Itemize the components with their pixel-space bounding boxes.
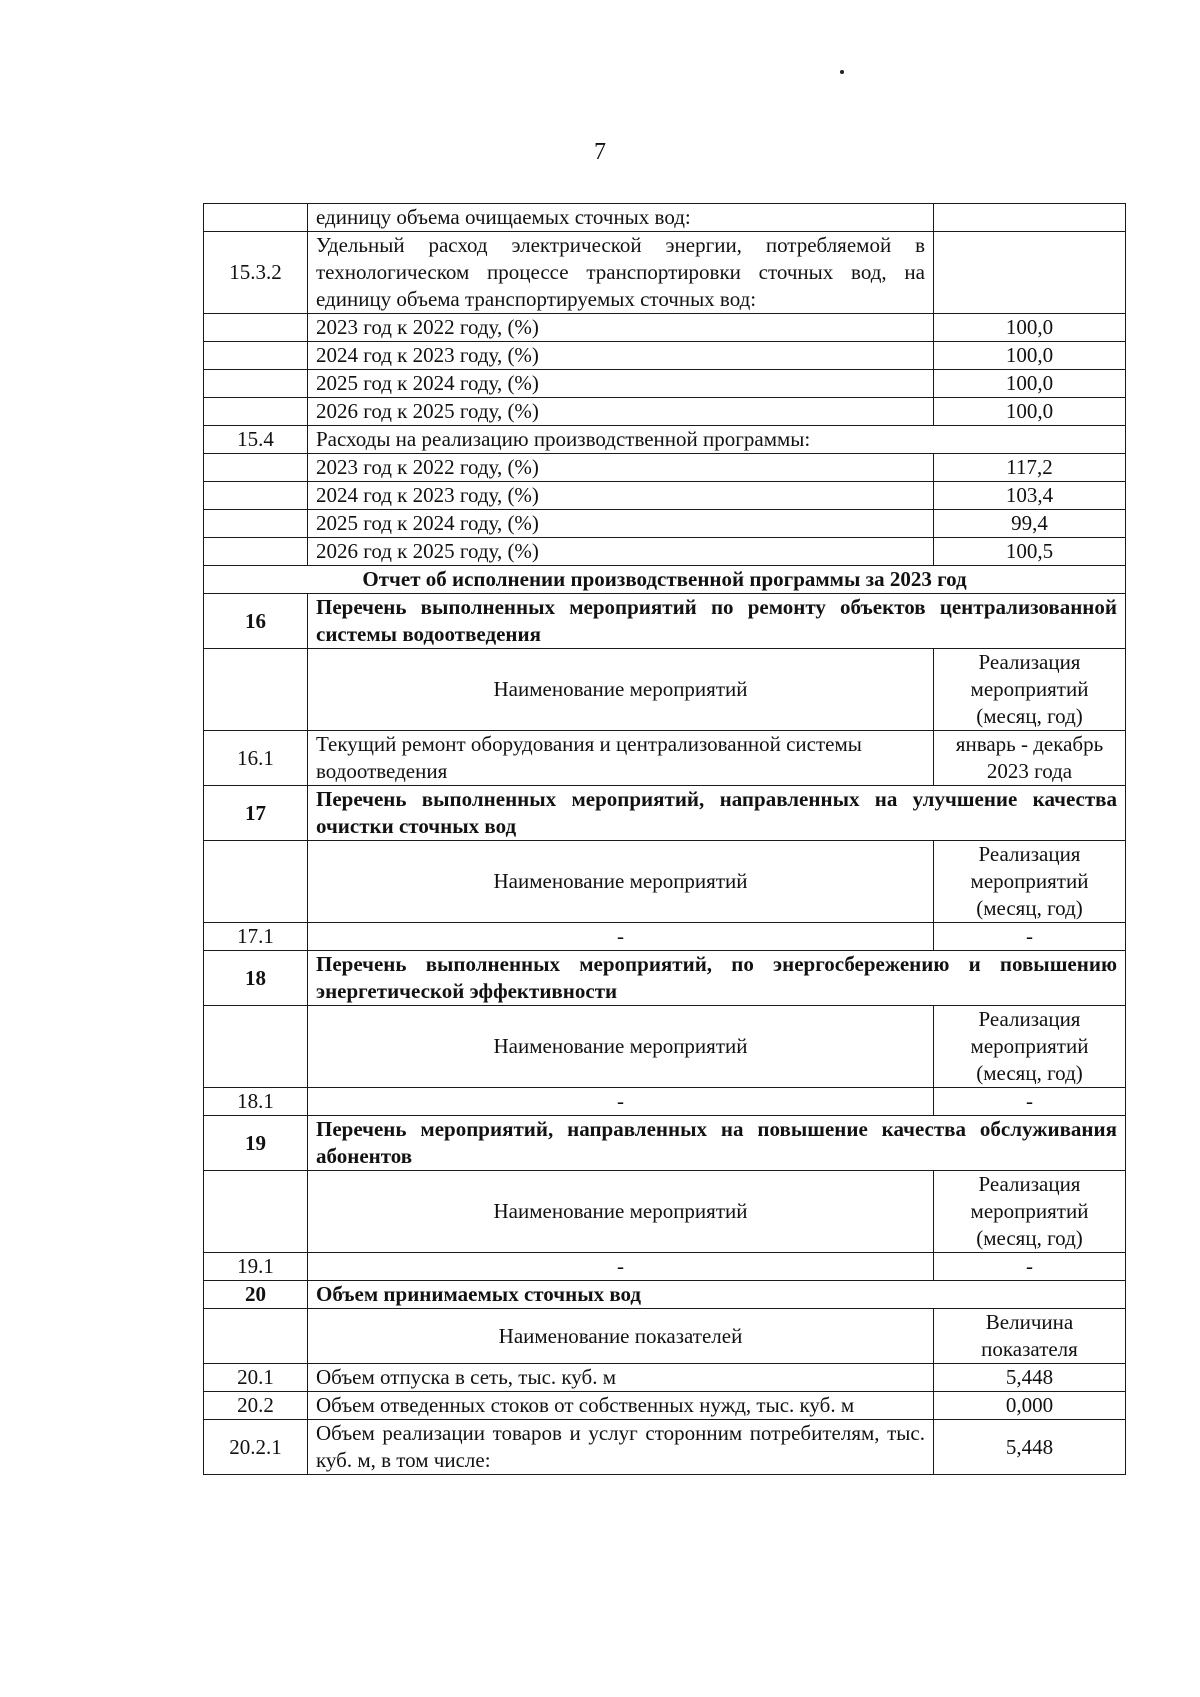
page-number: 7 bbox=[594, 139, 606, 165]
row-number bbox=[204, 538, 308, 566]
section-title: Перечень выполненных мероприятий, по энергосбережению и повышению энергетической эффективности bbox=[308, 951, 1126, 1006]
row-text: 2025 год к 2024 году, (%) bbox=[308, 370, 934, 398]
table-row bbox=[204, 398, 1126, 426]
section-title: Перечень выполненных мероприятий по ремонту объектов централизованной системы водоотведения bbox=[308, 594, 1126, 649]
column-header: Наименование показателей bbox=[308, 1309, 934, 1364]
row-text: 2024 год к 2023 году, (%) bbox=[308, 342, 934, 370]
column-header: Наименование мероприятий bbox=[308, 1006, 934, 1088]
row-value bbox=[934, 204, 1126, 232]
row-text: 2025 год к 2024 году, (%) bbox=[308, 510, 934, 538]
column-header-row bbox=[204, 1171, 1126, 1253]
row-text: - bbox=[308, 1253, 934, 1281]
row-text: - bbox=[308, 923, 934, 951]
row-value: 117,2 bbox=[934, 454, 1126, 482]
table-row bbox=[204, 426, 1126, 454]
row-number: 15.3.2 bbox=[204, 232, 308, 314]
row-text: Удельный расход электрической энергии, потребляемой в технологическом процессе транспортировки сточных вод, на единицу объема транспортируемых сточных вод: bbox=[308, 232, 934, 314]
column-header-row bbox=[204, 1309, 1126, 1364]
row-text: - bbox=[308, 1088, 934, 1116]
row-text: 2023 год к 2022 году, (%) bbox=[308, 314, 934, 342]
section-row bbox=[204, 1281, 1126, 1309]
section-title: Объем принимаемых сточных вод bbox=[308, 1281, 1126, 1309]
row-text: Объем отпуска в сеть, тыс. куб. м bbox=[308, 1364, 934, 1392]
row-number bbox=[204, 1171, 308, 1253]
row-value: 99,4 bbox=[934, 510, 1126, 538]
table-row bbox=[204, 370, 1126, 398]
table-row bbox=[204, 923, 1126, 951]
section-header-row bbox=[204, 566, 1126, 594]
column-header-row bbox=[204, 841, 1126, 923]
row-number bbox=[204, 370, 308, 398]
table-row bbox=[204, 482, 1126, 510]
table-row bbox=[204, 510, 1126, 538]
column-header-row bbox=[204, 649, 1126, 731]
row-value: 100,0 bbox=[934, 314, 1126, 342]
row-value: - bbox=[934, 1088, 1126, 1116]
row-text: Текущий ремонт оборудования и централизованной системы водоотведения bbox=[308, 731, 934, 786]
row-number: 15.4 bbox=[204, 426, 308, 454]
row-number bbox=[204, 342, 308, 370]
section-row bbox=[204, 786, 1126, 841]
row-value bbox=[934, 232, 1126, 314]
row-number: 18.1 bbox=[204, 1088, 308, 1116]
column-header: Наименование мероприятий bbox=[308, 1171, 934, 1253]
column-header: Наименование мероприятий bbox=[308, 649, 934, 731]
row-value: 0,000 bbox=[934, 1392, 1126, 1420]
column-header: Реализация мероприятий (месяц, год) bbox=[934, 649, 1126, 731]
section-number: 18 bbox=[204, 951, 308, 1006]
table-row bbox=[204, 1392, 1126, 1420]
production-program-table bbox=[203, 203, 1126, 1475]
row-value: 100,5 bbox=[934, 538, 1126, 566]
row-number bbox=[204, 454, 308, 482]
table-row bbox=[204, 204, 1126, 232]
row-text: Объем реализации товаров и услуг сторонним потребителям, тыс. куб. м, в том числе: bbox=[308, 1420, 934, 1475]
column-header: Величина показателя bbox=[934, 1309, 1126, 1364]
section-number: 20 bbox=[204, 1281, 308, 1309]
row-value: 5,448 bbox=[934, 1420, 1126, 1475]
row-text: 2026 год к 2025 году, (%) bbox=[308, 398, 934, 426]
table-row bbox=[204, 1420, 1126, 1475]
table-row bbox=[204, 342, 1126, 370]
column-header: Реализация мероприятий (месяц, год) bbox=[934, 1006, 1126, 1088]
row-number bbox=[204, 398, 308, 426]
section-row bbox=[204, 1116, 1126, 1171]
row-number bbox=[204, 482, 308, 510]
table-row bbox=[204, 538, 1126, 566]
row-text: единицу объема очищаемых сточных вод: bbox=[308, 204, 934, 232]
row-text: 2026 год к 2025 году, (%) bbox=[308, 538, 934, 566]
section-row bbox=[204, 951, 1126, 1006]
section-number: 19 bbox=[204, 1116, 308, 1171]
row-number: 20.2.1 bbox=[204, 1420, 308, 1475]
row-value: январь - декабрь 2023 года bbox=[934, 731, 1126, 786]
table-row bbox=[204, 454, 1126, 482]
report-section-title: Отчет об исполнении производственной программы за 2023 год bbox=[204, 566, 1126, 594]
table-row bbox=[204, 1364, 1126, 1392]
row-number: 20.1 bbox=[204, 1364, 308, 1392]
row-number bbox=[204, 314, 308, 342]
column-header-row bbox=[204, 1006, 1126, 1088]
row-number: 20.2 bbox=[204, 1392, 308, 1420]
row-text: Расходы на реализацию производственной программы: bbox=[308, 426, 1126, 454]
row-number bbox=[204, 649, 308, 731]
column-header: Реализация мероприятий (месяц, год) bbox=[934, 841, 1126, 923]
row-value: 100,0 bbox=[934, 342, 1126, 370]
row-value: 103,4 bbox=[934, 482, 1126, 510]
row-value: 100,0 bbox=[934, 370, 1126, 398]
table-row bbox=[204, 1253, 1126, 1281]
row-value: - bbox=[934, 1253, 1126, 1281]
column-header: Наименование мероприятий bbox=[308, 841, 934, 923]
row-number bbox=[204, 204, 308, 232]
row-value: - bbox=[934, 923, 1126, 951]
row-value: 100,0 bbox=[934, 398, 1126, 426]
table-row bbox=[204, 314, 1126, 342]
table-row bbox=[204, 731, 1126, 786]
row-number: 17.1 bbox=[204, 923, 308, 951]
row-number: 19.1 bbox=[204, 1253, 308, 1281]
row-number bbox=[204, 841, 308, 923]
table-row bbox=[204, 1088, 1126, 1116]
row-value: 5,448 bbox=[934, 1364, 1126, 1392]
row-text: 2024 год к 2023 году, (%) bbox=[308, 482, 934, 510]
section-number: 17 bbox=[204, 786, 308, 841]
row-number bbox=[204, 1006, 308, 1088]
row-text: 2023 год к 2022 году, (%) bbox=[308, 454, 934, 482]
row-number bbox=[204, 1309, 308, 1364]
section-title: Перечень мероприятий, направленных на повышение качества обслуживания абонентов bbox=[308, 1116, 1126, 1171]
section-title: Перечень выполненных мероприятий, направленных на улучшение качества очистки сточных вод bbox=[308, 786, 1126, 841]
scan-speck bbox=[840, 70, 844, 74]
column-header: Реализация мероприятий (месяц, год) bbox=[934, 1171, 1126, 1253]
section-row bbox=[204, 594, 1126, 649]
section-number: 16 bbox=[204, 594, 308, 649]
row-number: 16.1 bbox=[204, 731, 308, 786]
table-row bbox=[204, 232, 1126, 314]
row-number bbox=[204, 510, 308, 538]
row-text: Объем отведенных стоков от собственных нужд, тыс. куб. м bbox=[308, 1392, 934, 1420]
